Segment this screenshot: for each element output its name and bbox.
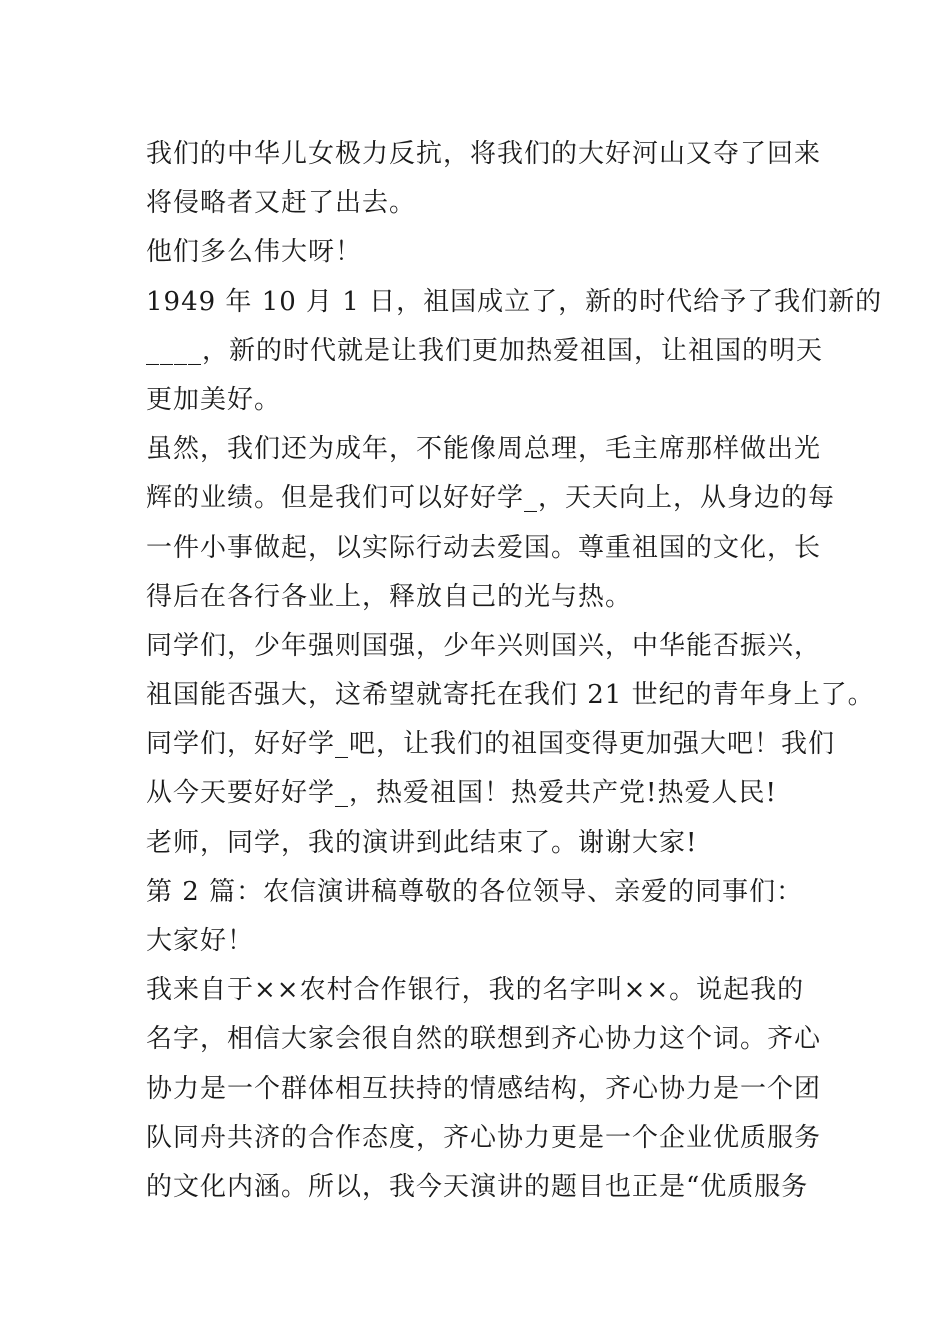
text-line: 得后在各行各业上，释放自己的光与热。	[146, 581, 633, 612]
text-line: 同学们，少年强则国强，少年兴则国兴，中华能否振兴，	[146, 630, 822, 661]
text-line: 我们的中华儿女极力反抗，将我们的大好河山又夺了回来	[146, 139, 822, 169]
text-line: 同学们，好好学_吧，让我们的祖国变得更加强大吧！我们	[146, 729, 836, 760]
text-line: 老师，同学，我的演讲到此结束了。谢谢大家!	[146, 827, 698, 858]
text-line: 我来自于××农村合作银行，我的名字叫××。说起我的	[146, 975, 805, 1006]
text-line: 队同舟共济的合作态度，齐心协力更是一个企业优质服务	[146, 1122, 822, 1153]
text-line: 更加美好。	[146, 384, 282, 415]
section-heading: 第 2 篇：农信演讲稿尊敬的各位领导、亲爱的同事们：	[146, 876, 804, 907]
text-line: 名字，相信大家会很自然的联想到齐心协力这个词。齐心	[146, 1024, 822, 1055]
text-line: 从今天要好好学_，热爱祖国！热爱共产党!热爱人民!	[146, 778, 777, 809]
text-line: 他们多么伟大呀！	[146, 237, 363, 268]
text-line: 协力是一个群体相互扶持的情感结构，齐心协力是一个团	[146, 1073, 822, 1104]
text-line: 将侵略者又赶了出去。	[146, 188, 417, 219]
text-line: 大家好！	[146, 926, 255, 956]
text-line: 祖国能否强大，这希望就寄托在我们 21 世纪的青年身上了。	[146, 680, 875, 711]
text-line: 1949 年 10 月 1 日，祖国成立了，新的时代给予了我们新的	[146, 286, 883, 317]
text-line: 一件小事做起，以实际行动去爱国。尊重祖国的文化，长	[146, 532, 822, 563]
text-line: 的文化内涵。所以，我今天演讲的题目也正是“优质服务	[146, 1171, 809, 1202]
text-line: ____，新的时代就是让我们更加热爱祖国，让祖国的明天	[146, 335, 824, 366]
body-text	[146, 130, 883, 1212]
text-line: 虽然，我们还为成年，不能像周总理，毛主席那样做出光	[146, 434, 822, 465]
text-line: 辉的业绩。但是我们可以好好学_，天天向上，从身边的每	[146, 483, 836, 514]
